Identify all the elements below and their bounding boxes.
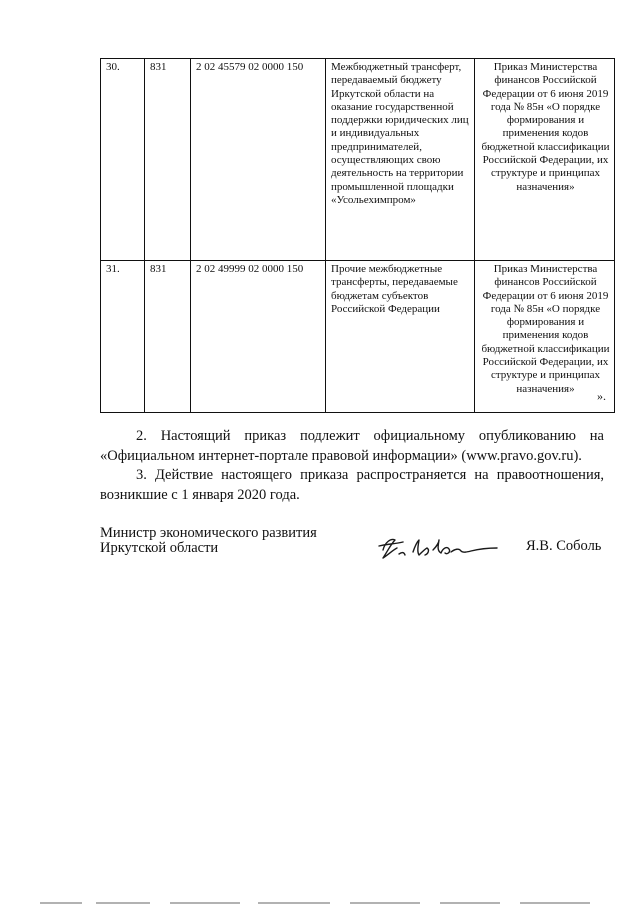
revenue-name: Межбюджетный трансферт, передаваемый бюджету Иркутской области на оказание государственной поддержки юридических лиц и индивидуальных предпринимателей, осуществляющих свою деятельность на территории промышленной площадки «Усольехимпром»: [326, 59, 475, 261]
table-row: [101, 261, 615, 413]
admin-code: 831: [145, 261, 191, 413]
row-number: 30.: [101, 59, 145, 261]
paragraph-text: 2. Настоящий приказ подлежит официальному опубликованию на «Официальном интернет-портале правовой информации» (www.pravo.gov.ru).: [100, 428, 604, 464]
budget-classification-code: 2 02 49999 02 0000 150: [191, 261, 326, 413]
legal-basis: Приказ Министерства финансов Российской Федерации от 6 июня 2019 года № 85н «О порядке формирования и применения кодов бюджетной классификации Российской Федерации, их структуре и принципах назначения»: [475, 261, 615, 413]
row-number: 31.: [101, 261, 145, 413]
position-line: Министр экономического развития: [100, 525, 317, 541]
paragraph-text: 3. Действие настоящего приказа распространяется на правоотношения, возникшие с 1 января 2020 года.: [100, 467, 604, 503]
table-row: [101, 59, 615, 261]
paragraph-publication: [100, 427, 604, 466]
legal-basis: Приказ Министерства финансов Российской Федерации от 6 июня 2019 года № 85н «О порядке формирования и применения кодов бюджетной классификации Российской Федерации, их структуре и принципах назначения»: [475, 59, 615, 261]
budget-codes-table: [100, 58, 615, 413]
paragraph-effective-date: [100, 466, 604, 505]
admin-code: 831: [145, 59, 191, 261]
revenue-name: Прочие межбюджетные трансферты, передаваемые бюджетам субъектов Российской Федерации: [326, 261, 475, 413]
handwritten-signature: [375, 528, 515, 568]
signatory-name: Я.В. Соболь: [526, 538, 602, 554]
signatory-position: [100, 526, 317, 556]
closing-quote-mark: ».: [597, 389, 606, 403]
scan-edge-artifact: [0, 894, 639, 905]
position-line: Иркутской области: [100, 540, 219, 556]
budget-classification-code: 2 02 45579 02 0000 150: [191, 59, 326, 261]
